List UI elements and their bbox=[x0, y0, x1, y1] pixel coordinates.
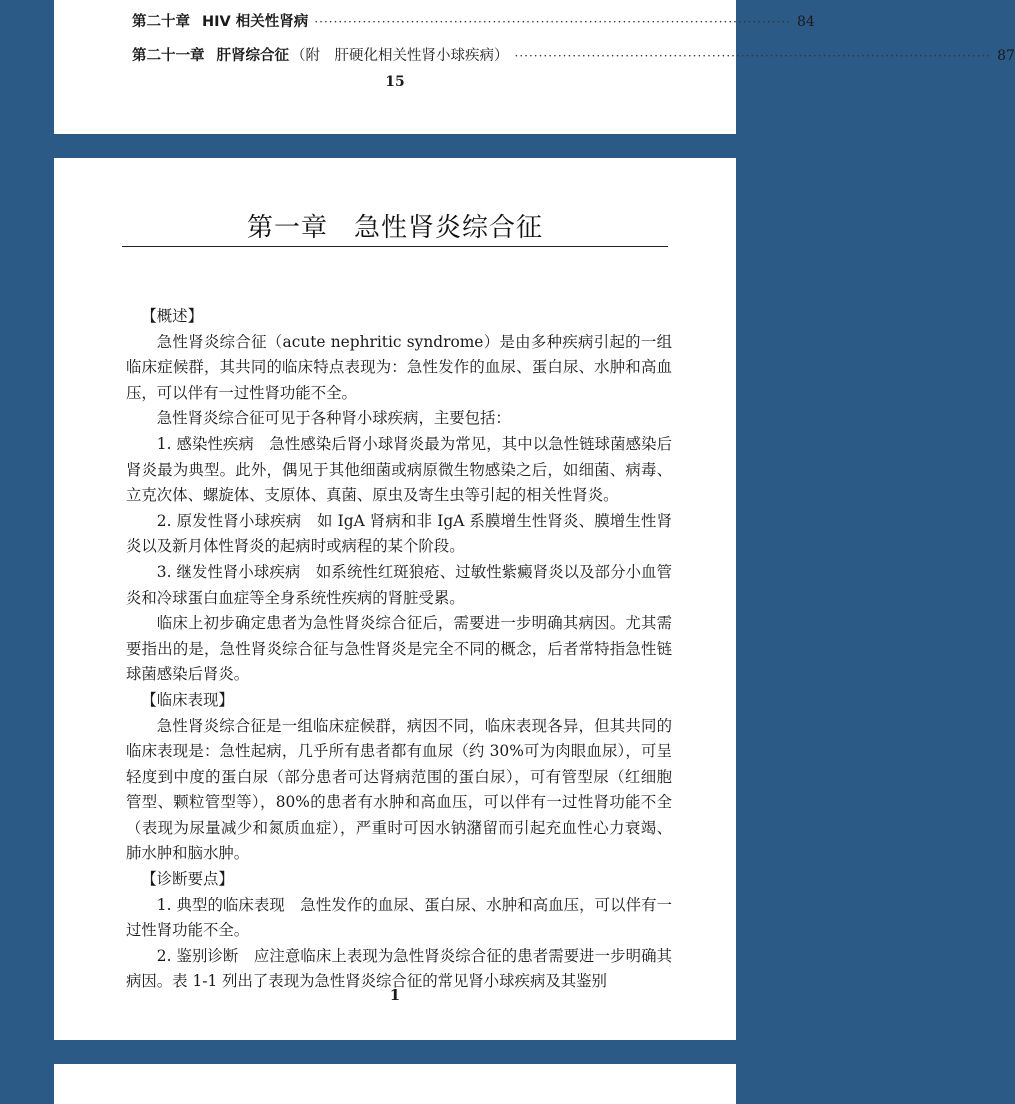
page-number: 1 bbox=[389, 986, 401, 1004]
toc-chapter-number: 第二十章 bbox=[132, 14, 190, 30]
paragraph: 3. 继发性肾小球疾病 如系统性红斑狼疮、过敏性紫癜肾炎以及部分小血管炎和冷球蛋白血症等全身系统性疾病的肾脏受累。 bbox=[126, 562, 672, 607]
paragraph: 2. 鉴别诊断 应注意临床上表现为急性肾炎综合征的患者需要进一步明确其病因。表 1-1 列出了表现为急性肾炎综合征的常见肾小球疾病及其鉴别 bbox=[126, 946, 672, 991]
paragraph: 2. 原发性肾小球疾病 如 IgA 肾病和非 IgA 系膜增生性肾炎、膜增生性肾炎以及新月体性肾炎的起病时或病程的某个阶段。 bbox=[126, 511, 672, 556]
section-heading-diagnosis: 【诊断要点】 bbox=[141, 870, 234, 889]
chapter-number: 第一章 bbox=[246, 213, 328, 243]
toc-row[interactable] bbox=[132, 44, 1015, 65]
paragraph: 临床上初步确定患者为急性肾炎综合征后，需要进一步明确其病因。尤其需要指出的是，急性肾炎综合征与急性肾炎是完全不同的概念，后者常特指急性链球菌感染后肾炎。 bbox=[126, 614, 672, 684]
toc-chapter-subtitle: （附 肝硬化相关性肾小球疾病） bbox=[291, 48, 509, 64]
paragraph: 1. 感染性疾病 急性感染后肾小球肾炎最为常见，其中以急性链球菌感染后肾炎最为典型。此外，偶见于其他细菌或病原微生物感染之后，如细菌、病毒、立克次体、螺旋体、支原体、真菌、原虫及寄生虫等引起的相关性肾炎。 bbox=[126, 434, 672, 505]
paragraph: 1. 典型的临床表现 急性发作的血尿、蛋白尿、水肿和高血压，可以伴有一过性肾功能不全。 bbox=[126, 895, 672, 940]
next-page-edge bbox=[54, 1064, 736, 1104]
toc-leader-dots: ··································································································· bbox=[314, 15, 791, 29]
previous-page-toc bbox=[54, 0, 1015, 134]
toc-row[interactable] bbox=[132, 10, 815, 31]
toc-page-number: 84 bbox=[796, 14, 815, 30]
chapter-name: 急性肾炎综合征 bbox=[354, 213, 544, 243]
paragraph: 急性肾炎综合征（acute nephritic syndrome）是由多种疾病引起的一组临床症候群，其共同的临床特点表现为：急性发作的血尿、蛋白尿、水肿和高血压，可以伴有一过性肾功能不全。 bbox=[126, 332, 672, 402]
toc-chapter-title: HIV 相关性肾病 bbox=[202, 14, 309, 30]
toc-chapter-number: 第二十一章 bbox=[132, 48, 205, 64]
toc-folio: 15 bbox=[385, 74, 405, 90]
paragraph: 急性肾炎综合征是一组临床症候群，病因不同，临床表现各异，但其共同的临床表现是：急性起病，几乎所有患者都有血尿（约 30%可为肉眼血尿），可呈轻度到中度的蛋白尿（部分患者可达肾病范围的蛋白尿），可有管型尿（红细胞管型、颗粒管型等），80%的患者有水肿和高血压，可以伴有一过性肾功能不全（表现为尿量减少和氮质血症），严重时可因水钠潴留而引起充血性心力衰竭、肺水肿和脑水肿。 bbox=[126, 716, 672, 863]
paragraph: 急性肾炎综合征可见于各种肾小球疾病，主要包括： bbox=[156, 409, 511, 428]
toc-leader-dots: ··································································································· bbox=[514, 49, 992, 63]
chapter-page bbox=[54, 158, 736, 1040]
chapter-body bbox=[126, 304, 672, 995]
chapter-title bbox=[54, 207, 736, 244]
section-heading-overview: 【概述】 bbox=[141, 307, 203, 325]
section-heading-clinical: 【临床表现】 bbox=[141, 690, 234, 709]
title-underline bbox=[122, 246, 668, 247]
toc-chapter-title: 肝肾综合征 bbox=[216, 48, 289, 64]
toc-page-number: 87 bbox=[997, 48, 1015, 64]
